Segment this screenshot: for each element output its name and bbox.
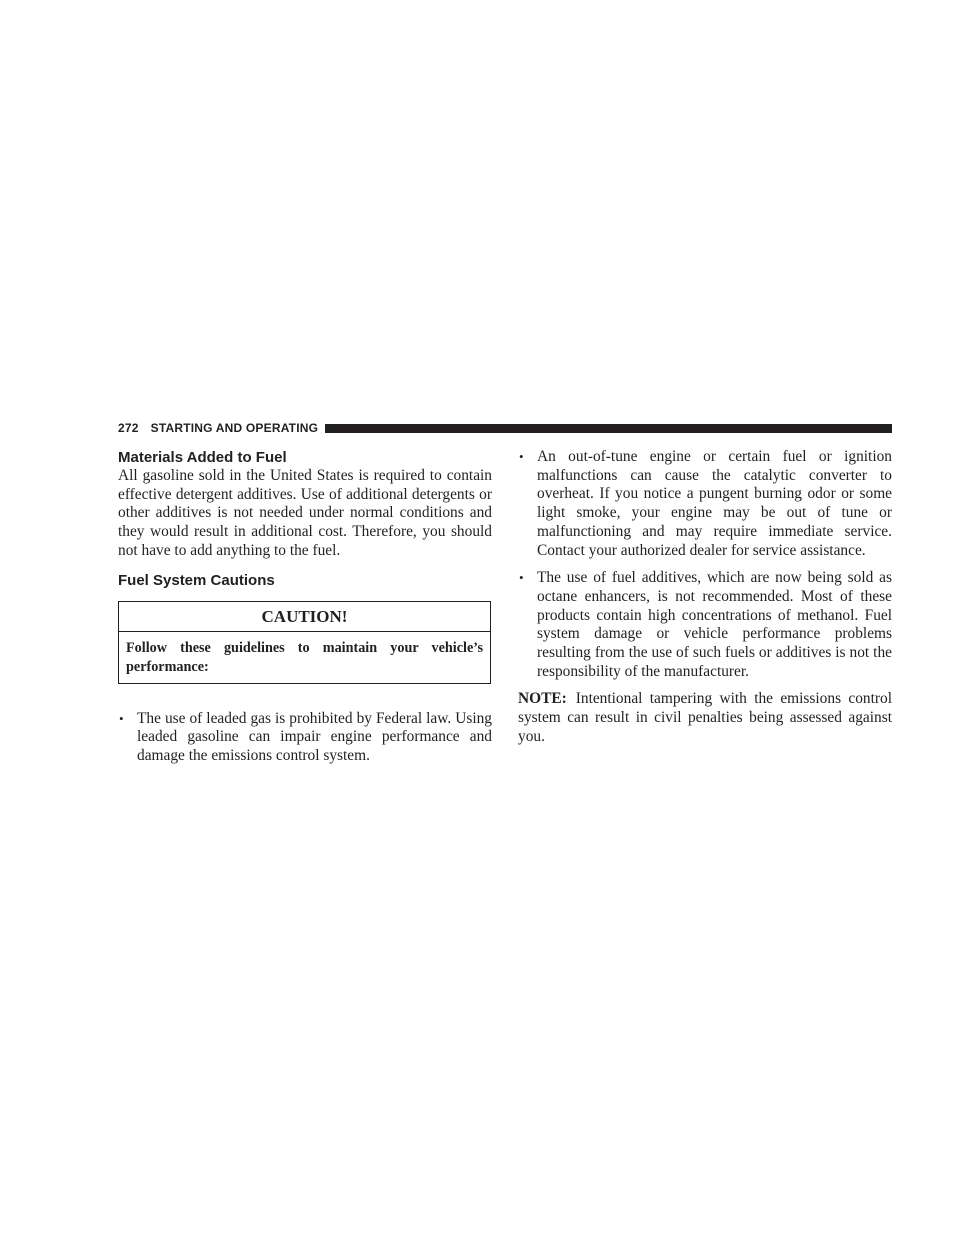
bullet-text: The use of fuel additives, which are now being sold as octane enhancers, is not recommended. Most of these products contain high concentrations of methanol. Fuel system damage or vehicle performance problems resulting from the use of such fuels or additives is not the responsibility of the manufacturer. <box>537 569 892 680</box>
bullet-icon: • <box>519 449 524 464</box>
bullet-icon: • <box>519 570 524 586</box>
right-column <box>518 448 892 762</box>
bullet-list-right <box>518 448 892 681</box>
header-rule <box>325 424 892 433</box>
caution-title: CAUTION! <box>119 602 490 632</box>
heading-fuel-system-cautions: Fuel System Cautions <box>118 571 275 589</box>
note-text: Intentional tampering with the emissions control system can result in civil penalties being assessed against you. <box>518 690 892 745</box>
page-number: 272 <box>118 421 139 435</box>
list-item <box>518 448 892 560</box>
list-item <box>518 569 892 681</box>
bullet-text: An out-of-tune engine or certain fuel or ignition malfunctions can cause the catalytic converter to overheat. If you notice a pungent burning odor or some light smoke, your engine may be out of tune or malfunctioning and may require immediate service. Contact your authorized dealer for service assistance. <box>537 448 892 559</box>
bullet-icon: • <box>119 710 124 726</box>
page-header <box>118 419 892 437</box>
caution-box <box>118 601 491 684</box>
left-column <box>118 448 492 766</box>
note-paragraph <box>518 690 892 746</box>
note-label: NOTE: <box>518 690 567 708</box>
caution-body: Follow these guidelines to maintain your vehicle’s performance: <box>126 639 483 675</box>
bullet-list-left <box>118 710 492 766</box>
heading-materials-added-to-fuel: Materials Added to Fuel <box>118 449 287 466</box>
bullet-text: The use of leaded gas is prohibited by Federal law. Using leaded gasoline can impair engine performance and damage the emissions control system. <box>137 709 492 764</box>
section-title: STARTING AND OPERATING <box>150 421 319 435</box>
paragraph-detergent-additives: All gasoline sold in the United States is required to contain effective detergent additives. Use of additional detergents or other additives is not needed under normal conditions and they would result in additional cost. Therefore, you should not have to add anything to the fuel. <box>118 467 492 559</box>
list-item <box>118 710 492 766</box>
